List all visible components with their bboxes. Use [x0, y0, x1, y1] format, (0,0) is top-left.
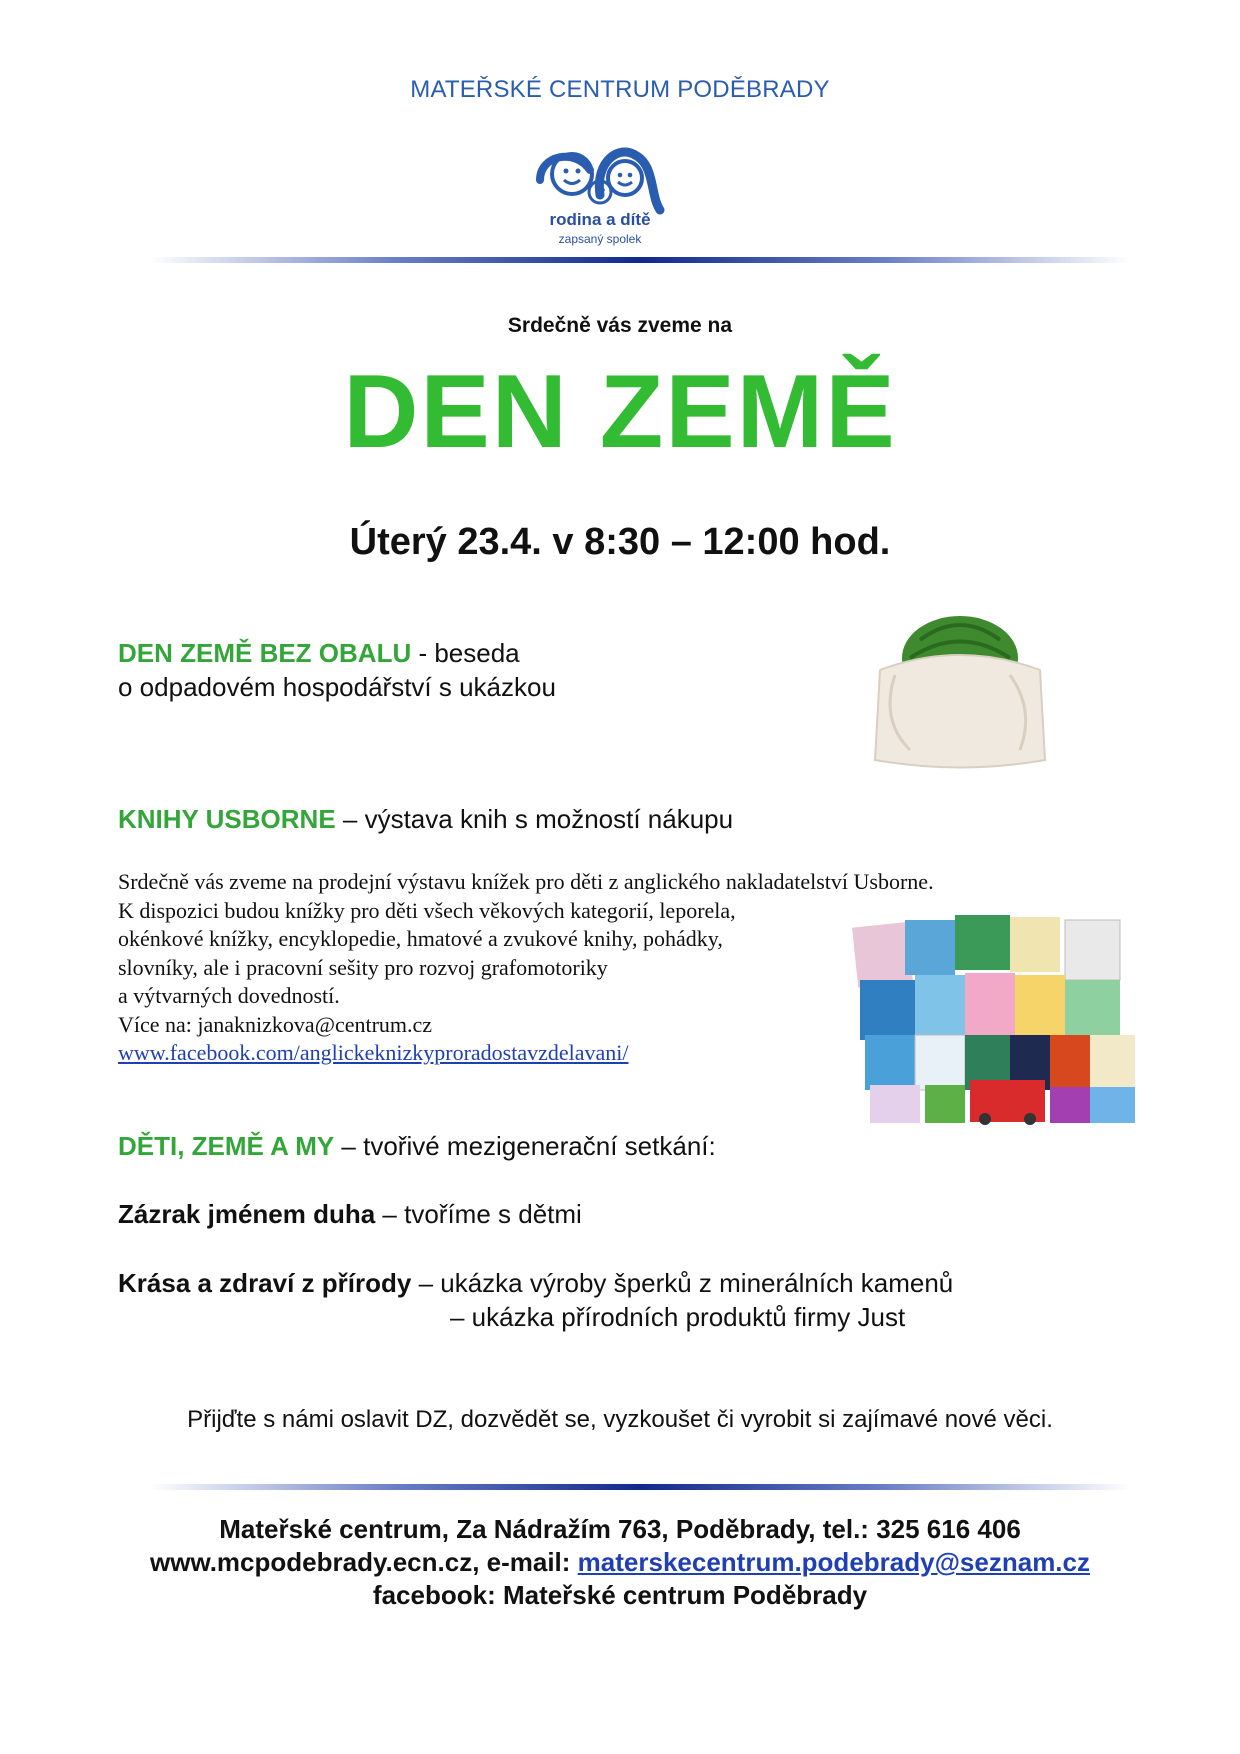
- logo: [530, 140, 670, 252]
- divider-bottom: [150, 1484, 1130, 1490]
- footer-facebook: facebook: Mateřské centrum Poděbrady: [372, 1580, 868, 1610]
- event-title: DEN ZEMĚ: [343, 354, 897, 470]
- section-subtitle: – tvoříme s dětmi: [375, 1199, 582, 1229]
- facebook-link[interactable]: www.facebook.com/anglickeknizkyproradostavzdelavani/: [118, 1040, 629, 1065]
- section-title: DĚTI, ZEMĚ A MY: [118, 1131, 335, 1161]
- event-date: Úterý 23.4. v 8:30 – 12:00 hod.: [349, 521, 891, 563]
- logo-name: rodina a dítě: [549, 210, 651, 229]
- section-subtitle: – výstava knih s možností nákupu: [335, 804, 734, 834]
- family-logo-icon: [530, 140, 670, 215]
- section-title: Zázrak jménem duha: [118, 1199, 376, 1229]
- section-subtitle: – tvořivé mezigenerační setkání:: [334, 1131, 716, 1161]
- closing-text: Přijďte s námi oslavit DZ, dozvědět se, vyzkoušet či vyrobit si zajímavé nové věci.: [187, 1406, 1053, 1433]
- description-line: slovníky, ale i pracovní sešity pro rozvoj grafomotoriky: [118, 954, 608, 980]
- section-subtitle: – ukázka výroby šperků z minerálních kamenů: [411, 1268, 954, 1298]
- footer-web: www.mcpodebrady.ecn.cz, e-mail:: [150, 1547, 578, 1577]
- divider-top: [150, 257, 1130, 263]
- section-title: DEN ZEMĚ BEZ OBALU: [118, 638, 412, 668]
- watermelon-bag-image: [850, 600, 1060, 775]
- section-krasa: [118, 1266, 953, 1334]
- organization-name: MATEŘSKÉ CENTRUM PODĚBRADY: [410, 76, 830, 103]
- section-usborne: [118, 802, 733, 836]
- invite-text: Srdečně vás zveme na: [507, 314, 733, 337]
- description-line: a výtvarných dovedností.: [118, 983, 340, 1008]
- contact-email-line: Více na: janaknizkova@centrum.cz: [118, 1011, 433, 1037]
- section-title: Krása a zdraví z přírody: [118, 1268, 412, 1298]
- description-line: Srdečně vás zveme na prodejní výstavu knížek pro děti z anglického nakladatelství Usborne.: [118, 869, 934, 894]
- description-line: K dispozici budou knížky pro děti všech věkových kategorií, leporela,: [118, 897, 736, 923]
- section-deti-zeme: [118, 1129, 716, 1163]
- section-line: o odpadovém hospodářství s ukázkou: [118, 672, 556, 702]
- logo-subtitle: zapsaný spolek: [558, 232, 642, 246]
- section-title: KNIHY USBORNE: [118, 804, 336, 834]
- section-duha: [118, 1197, 582, 1231]
- usborne-books-image: [850, 905, 1140, 1125]
- footer: [0, 1513, 1240, 1612]
- section-bez-obalu: [118, 636, 556, 704]
- section-line: – ukázka přírodních produktů firmy Just: [450, 1302, 906, 1332]
- footer-address: Mateřské centrum, Za Nádražím 763, Poděbrady, tel.: 325 616 406: [219, 1514, 1021, 1544]
- description-line: okénkové knížky, encyklopedie, hmatové a zvukové knihy, pohádky,: [118, 926, 723, 951]
- footer-email-link[interactable]: materskecentrum.podebrady@seznam.cz: [577, 1547, 1090, 1577]
- section-subtitle: - beseda: [411, 638, 520, 668]
